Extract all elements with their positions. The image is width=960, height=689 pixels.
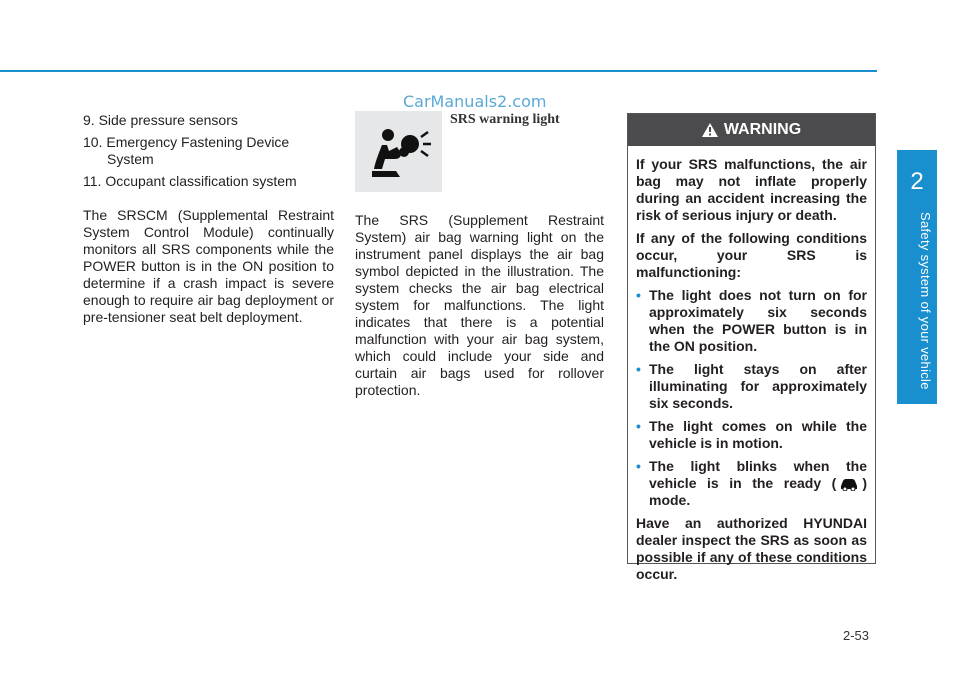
bullet-icon: • (636, 458, 641, 474)
warning-list-item (636, 287, 867, 355)
warning-intro: If your SRS malfunctions, the air bag may not inflate properly during an accident increasing the risk of serious injury or death. (636, 156, 867, 223)
warning-list-text: The light stays on after illuminating for approximately six seconds. (649, 361, 867, 411)
srscm-paragraph: The SRSCM (Supplemental Restraint System Control Module) continually monitors all SRS components while the POWER button is in the ON position to determine if a crash impact is severe enough to require air bag deployment or pre-tensioner seat belt deployment. (83, 207, 334, 325)
sensor-item: 9. Side pressure sensors (83, 112, 238, 128)
ready-text-after: ) mode. (649, 475, 867, 508)
warning-list (636, 287, 867, 509)
warning-box (627, 113, 876, 582)
bullet-icon: • (636, 418, 641, 434)
airbag-illustration (355, 111, 442, 192)
ready-text-before: The light blinks when the vehicle is in the ready ( (649, 458, 867, 491)
watermark: CarManuals2.com (403, 92, 547, 111)
sensor-item: 11. Occupant classification system (83, 173, 297, 189)
left-column (83, 112, 334, 326)
warning-triangle-icon (702, 123, 718, 137)
bullet-icon: • (636, 287, 641, 303)
warning-list-item (636, 418, 867, 452)
warning-lead: If any of the following conditions occur, your SRS is malfunctioning: (636, 230, 867, 280)
srs-section-title: SRS warning light (450, 112, 560, 127)
warning-list-item (636, 458, 867, 509)
warning-closing: Have an authorized HYUNDAI dealer inspect the SRS as soon as possible if any of these conditions occur. (636, 515, 867, 582)
bullet-icon: • (636, 361, 641, 377)
warning-list-text: The light does not turn on for approximately six seconds when the POWER button is in the ON position. (649, 287, 867, 354)
chapter-title: Safety system of your vehicle (918, 212, 933, 390)
warning-title: WARNING (723, 121, 802, 138)
page-number: 2-53 (843, 628, 870, 643)
warning-body (628, 146, 875, 583)
warning-list-text: The light comes on while the vehicle is in motion. (649, 418, 867, 451)
warning-list-item (636, 361, 867, 412)
chapter-number: 2 (910, 168, 924, 195)
header-rule (0, 70, 877, 72)
chapter-tab (897, 150, 937, 404)
sensor-item: 10. Emergency Fastening Device System (83, 134, 290, 167)
srs-paragraph: The SRS (Supplement Restraint System) air bag warning light on the instrument panel displays the air bag symbol depicted in the illustration. The system checks the air bag electrical system for malfunctions. The light indicates that there is a potential malfunction with your air bag system, which could include your side and curtain air bags used for rollover protection. (355, 212, 604, 398)
airbag-warning-icon (355, 111, 442, 192)
car-ready-icon (838, 477, 860, 491)
warning-header (628, 114, 875, 146)
